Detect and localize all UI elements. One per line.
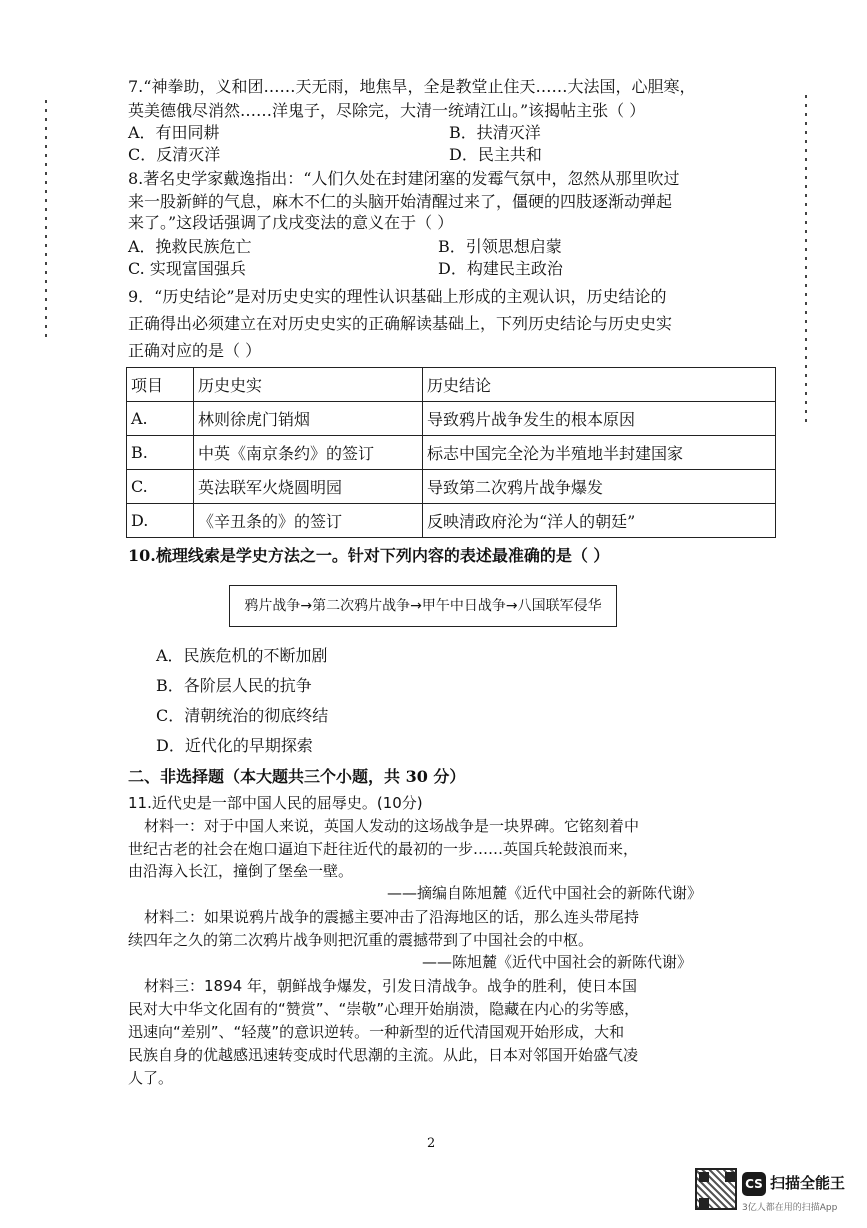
q7-option-c: C．反清灭洋 (128, 145, 221, 164)
table-header-cell: 项目 (127, 368, 194, 402)
q11-material1-line: 材料一：对于中国人来说，英国人发动的这场战争是一块界碑。它铭刻着中 (144, 817, 640, 835)
q7-stem-line1: 7.“神拳助，义和团……天无雨，地焦旱，全是教堂止住天……大法国，心胆寒， (128, 77, 696, 96)
q9-stem-line2: 正确得出必须建立在对历史史实的正确解读基础上，下列历史结论与历史史实 (128, 314, 673, 333)
q9-table (126, 367, 776, 538)
table-row (127, 470, 776, 504)
table-cell: 标志中国完全沦为半殖地半封建国家 (423, 436, 776, 470)
q10-option-a: A．民族危机的不断加剧 (156, 646, 328, 665)
q8-stem-line1: 8.著名史学家戴逸指出：“人们久处在封建闭塞的发霉气氛中，忽然从那里吹过 (128, 169, 680, 188)
q8-option-a: A．挽救民族危亡 (128, 237, 252, 256)
table-header-row (127, 368, 776, 402)
table-cell: A. (127, 402, 194, 436)
q11-stem: 11.近代史是一部中国人民的屈辱史。(10分) (128, 794, 423, 812)
q8-stem-line3: 来了。”这段话强调了戊戌变法的意义在于（ ） (128, 213, 454, 232)
table-cell: 林则徐虎门销烟 (194, 402, 423, 436)
q11-material2-source: ——陈旭麓《近代中国社会的新陈代谢》 (422, 953, 693, 971)
section-heading: 二、非选择题（本大题共三个小题，共 30 分） (128, 767, 466, 786)
table-row (127, 436, 776, 470)
camscanner-tagline: 3亿人都在用的扫描App (742, 1203, 838, 1213)
q11-material3-line: 人了。 (128, 1069, 174, 1087)
q9-stem-line1: 9．“历史结论”是对历史史实的理性认识基础上形成的主观认识，历史结论的 (128, 287, 667, 306)
q11-material3-line: 材料三：1894 年，朝鲜战争爆发，引发日清战争。战争的胜利，使日本国 (144, 977, 637, 995)
table-row (127, 402, 776, 436)
q10-flow-box: 鸦片战争→第二次鸦片战争→甲午中日战争→八国联军侵华 (229, 585, 617, 627)
table-cell: D. (127, 504, 194, 538)
scan-edge-right (805, 95, 807, 425)
camscanner-logo-icon: CS (742, 1172, 766, 1196)
camscanner-name: 扫描全能王 (770, 1174, 846, 1192)
q10-option-d: D．近代化的早期探索 (156, 736, 313, 755)
page-number: 2 (427, 1136, 436, 1151)
q10-stem: 10.梳理线索是学史方法之一。针对下列内容的表述最准确的是（ ） (128, 546, 610, 565)
qr-code-icon (695, 1168, 737, 1210)
q8-stem-line2: 来一股新鲜的气息，麻木不仁的头脑开始清醒过来了，僵硬的四肢逐渐动弹起 (128, 192, 673, 211)
table-cell: 中英《南京条约》的签订 (194, 436, 423, 470)
table-cell: 导致鸦片战争发生的根本原因 (423, 402, 776, 436)
table-cell: C. (127, 470, 194, 504)
table-cell: 导致第二次鸦片战争爆发 (423, 470, 776, 504)
table-header-cell: 历史史实 (194, 368, 423, 402)
scan-edge-left (45, 100, 47, 340)
q8-option-c: C. 实现富国强兵 (128, 259, 246, 278)
q11-material2-line: 续四年之久的第二次鸦片战争则把沉重的震撼带到了中国社会的中枢。 (128, 931, 594, 949)
q11-material2-line: 材料二：如果说鸦片战争的震撼主要冲击了沿海地区的话，那么连头带尾持 (144, 908, 640, 926)
table-row (127, 504, 776, 538)
q7-option-a: A．有田同耕 (128, 123, 220, 142)
q11-material3-line: 民对大中华文化固有的“赞赏”、“崇敬”心理开始崩溃，隐藏在内心的劣等感， (128, 1000, 640, 1018)
q11-material3-line: 民族自身的优越感迅速转变成时代思潮的主流。从此，日本对邻国开始盛气凌 (128, 1046, 639, 1064)
q7-stem-line2: 英美德俄尽消然……洋鬼子，尽除完，大清一统靖江山。”该揭帖主张（ ） (128, 101, 646, 120)
table-cell: 反映清政府沦为“洋人的朝廷” (423, 504, 776, 538)
q7-option-b: B．扶清灭洋 (449, 123, 541, 142)
table-cell: 英法联军火烧圆明园 (194, 470, 423, 504)
table-header-cell: 历史结论 (423, 368, 776, 402)
q11-material1-line: 由沿海入长江，撞倒了堡垒一壁。 (128, 862, 354, 880)
table-cell: 《辛丑条的》的签订 (194, 504, 423, 538)
q11-material1-line: 世纪古老的社会在炮口逼迫下赶往近代的最初的一步……英国兵轮鼓浪而来， (128, 840, 639, 858)
table-cell: B. (127, 436, 194, 470)
q9-stem-line3: 正确对应的是（ ） (128, 341, 262, 360)
q11-material3-line: 迅速向“差别”、“轻蔑”的意识逆转。一种新型的近代清国观开始形成，大和 (128, 1023, 625, 1041)
q8-option-d: D．构建民主政治 (438, 259, 563, 278)
q11-material1-source: ——摘编自陈旭麓《近代中国社会的新陈代谢》 (387, 884, 703, 902)
q10-option-b: B．各阶层人民的抗争 (156, 676, 312, 695)
q7-option-d: D．民主共和 (449, 145, 542, 164)
q8-option-b: B．引领思想启蒙 (438, 237, 562, 256)
q10-option-c: C．清朝统治的彻底终结 (156, 706, 329, 725)
